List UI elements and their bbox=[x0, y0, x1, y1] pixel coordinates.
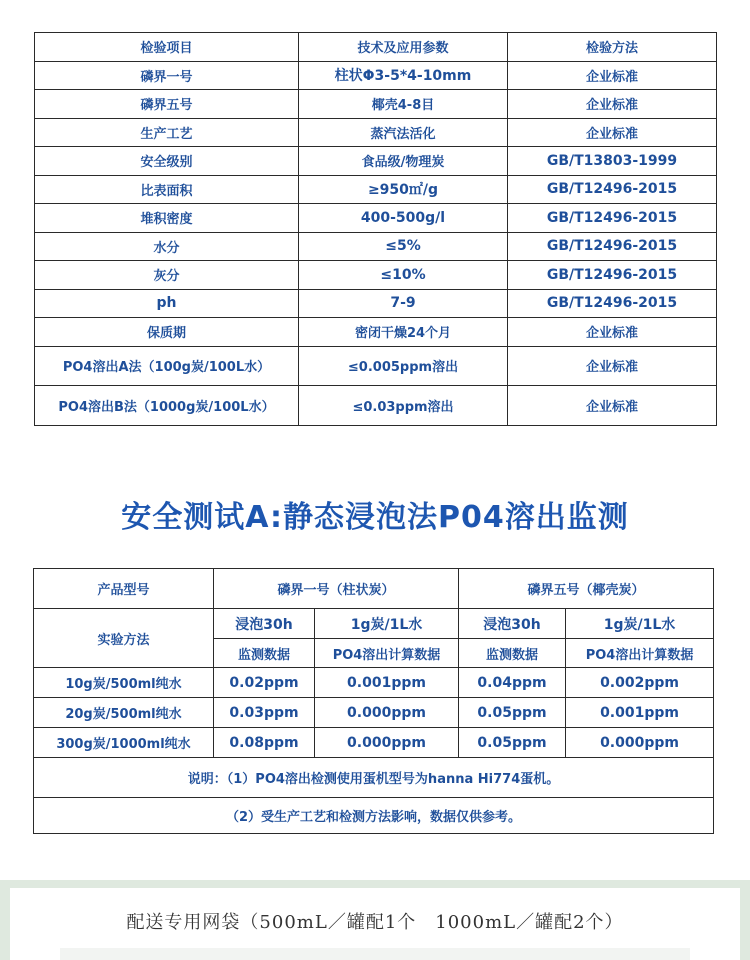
table-row bbox=[35, 261, 717, 290]
test-value: 0.08ppm bbox=[214, 728, 315, 758]
spec-param: 7-9 bbox=[299, 289, 508, 318]
bottom-image-strip bbox=[60, 948, 690, 960]
table-row bbox=[34, 728, 714, 758]
bottom-caption: 配送专用网袋（500mL／罐配1个 1000mL／罐配2个） bbox=[126, 912, 624, 933]
test-value: 0.05ppm bbox=[459, 698, 566, 728]
spec-item: ph bbox=[35, 289, 299, 318]
spec-item: 生产工艺 bbox=[35, 118, 299, 147]
method-label: 实验方法 bbox=[34, 609, 214, 668]
ratio-label-1: 1g炭/1L水 bbox=[315, 609, 459, 639]
monitor-label-1: 监测数据 bbox=[214, 639, 315, 668]
spec-item: 磷界五号 bbox=[35, 90, 299, 119]
note-row bbox=[34, 758, 714, 798]
table-row bbox=[35, 90, 717, 119]
ratio-label-2: 1g炭/1L水 bbox=[566, 609, 714, 639]
spec-method: GB/T12496-2015 bbox=[508, 261, 717, 290]
spec-param: 400-500g/l bbox=[299, 204, 508, 233]
table-row bbox=[35, 175, 717, 204]
test-value: 0.001ppm bbox=[566, 698, 714, 728]
section-heading: 安全测试A:静态浸泡法P04溶出监测 bbox=[121, 500, 629, 535]
table-row bbox=[35, 61, 717, 90]
spec-item: PO4溶出B法（1000g炭/100L水） bbox=[35, 386, 299, 426]
test-header-row bbox=[34, 569, 714, 609]
product-1-header: 磷界一号（柱状炭） bbox=[214, 569, 459, 609]
spec-table bbox=[34, 32, 717, 426]
spec-method: GB/T13803-1999 bbox=[508, 147, 717, 176]
spec-param: 密闭干燥24个月 bbox=[299, 318, 508, 347]
test-value: 0.03ppm bbox=[214, 698, 315, 728]
test-condition: 300g炭/1000ml纯水 bbox=[34, 728, 214, 758]
test-condition: 20g炭/500ml纯水 bbox=[34, 698, 214, 728]
bottom-panel bbox=[10, 888, 740, 960]
product-2-header: 磷界五号（椰壳炭） bbox=[459, 569, 714, 609]
table-row bbox=[35, 147, 717, 176]
spec-param: 食品级/物理炭 bbox=[299, 147, 508, 176]
note-1: 说明：（1）PO4溶出检测使用蛋机型号为hanna Hi774蛋机。 bbox=[34, 758, 714, 798]
test-subheader-row bbox=[34, 609, 714, 639]
note-row bbox=[34, 798, 714, 834]
table-row bbox=[35, 289, 717, 318]
spec-header-item: 检验项目 bbox=[35, 33, 299, 62]
spec-item: 比表面积 bbox=[35, 175, 299, 204]
spec-param: 蒸汽法活化 bbox=[299, 118, 508, 147]
spec-method: 企业标准 bbox=[508, 346, 717, 386]
table-row bbox=[35, 386, 717, 426]
table-row bbox=[35, 346, 717, 386]
test-condition: 10g炭/500ml纯水 bbox=[34, 668, 214, 698]
bottom-banner bbox=[0, 880, 750, 960]
spec-item: 堆积密度 bbox=[35, 204, 299, 233]
test-value: 0.001ppm bbox=[315, 668, 459, 698]
table-row bbox=[35, 318, 717, 347]
spec-param: ≤0.005ppm溶出 bbox=[299, 346, 508, 386]
spec-item: 水分 bbox=[35, 232, 299, 261]
spec-item: 灰分 bbox=[35, 261, 299, 290]
table-row bbox=[34, 668, 714, 698]
table-row bbox=[35, 118, 717, 147]
spec-param: ≥950㎡/g bbox=[299, 175, 508, 204]
calc-label-2: PO4溶出计算数据 bbox=[566, 639, 714, 668]
spec-header-param: 技术及应用参数 bbox=[299, 33, 508, 62]
test-value: 0.05ppm bbox=[459, 728, 566, 758]
test-value: 0.000ppm bbox=[566, 728, 714, 758]
soak-label-1: 浸泡30h bbox=[214, 609, 315, 639]
test-value: 0.000ppm bbox=[315, 698, 459, 728]
spec-method: GB/T12496-2015 bbox=[508, 175, 717, 204]
spec-param: ≤5% bbox=[299, 232, 508, 261]
spec-method: GB/T12496-2015 bbox=[508, 204, 717, 233]
table-row bbox=[35, 204, 717, 233]
spec-method: 企业标准 bbox=[508, 318, 717, 347]
spec-item: PO4溶出A法（100g炭/100L水） bbox=[35, 346, 299, 386]
spec-method: 企业标准 bbox=[508, 61, 717, 90]
spec-header-method: 检验方法 bbox=[508, 33, 717, 62]
table-row bbox=[34, 698, 714, 728]
spec-method: 企业标准 bbox=[508, 386, 717, 426]
spec-method: 企业标准 bbox=[508, 90, 717, 119]
product-label: 产品型号 bbox=[34, 569, 214, 609]
spec-param: ≤10% bbox=[299, 261, 508, 290]
test-value: 0.000ppm bbox=[315, 728, 459, 758]
spec-method: GB/T12496-2015 bbox=[508, 232, 717, 261]
spec-item: 磷界一号 bbox=[35, 61, 299, 90]
spec-method: GB/T12496-2015 bbox=[508, 289, 717, 318]
spec-item: 保质期 bbox=[35, 318, 299, 347]
monitor-label-2: 监测数据 bbox=[459, 639, 566, 668]
spec-item: 安全级别 bbox=[35, 147, 299, 176]
test-value: 0.04ppm bbox=[459, 668, 566, 698]
spec-param: 椰壳4-8目 bbox=[299, 90, 508, 119]
test-value: 0.02ppm bbox=[214, 668, 315, 698]
spec-method: 企业标准 bbox=[508, 118, 717, 147]
test-value: 0.002ppm bbox=[566, 668, 714, 698]
spec-param: ≤0.03ppm溶出 bbox=[299, 386, 508, 426]
spec-header-row bbox=[35, 33, 717, 62]
soak-label-2: 浸泡30h bbox=[459, 609, 566, 639]
test-table bbox=[33, 568, 714, 834]
calc-label-1: PO4溶出计算数据 bbox=[315, 639, 459, 668]
spec-param: 柱状Φ3-5*4-10mm bbox=[299, 61, 508, 90]
table-row bbox=[35, 232, 717, 261]
note-2: （2）受生产工艺和检测方法影响，数据仅供参考。 bbox=[34, 798, 714, 834]
